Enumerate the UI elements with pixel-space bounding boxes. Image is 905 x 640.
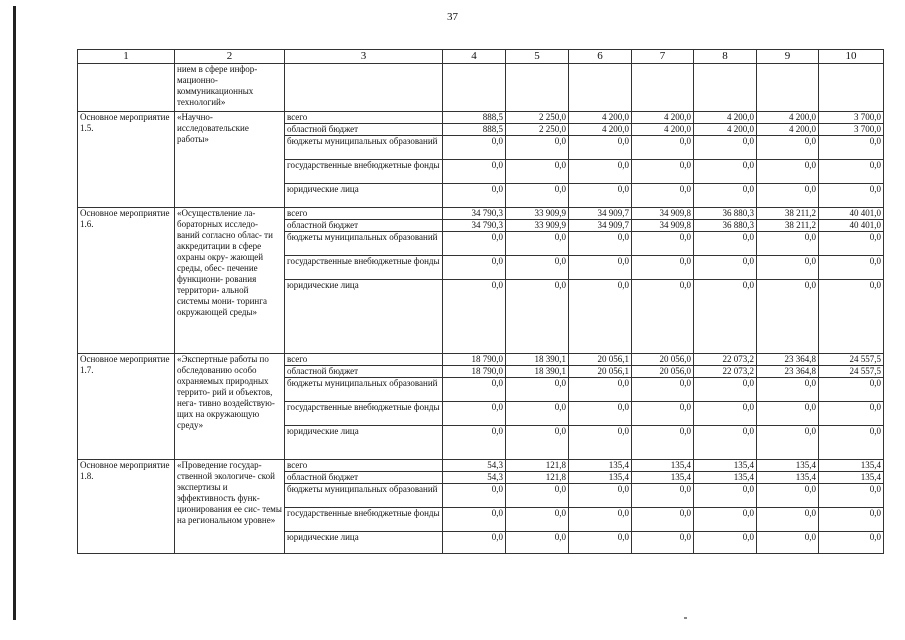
amount-cell: 0,0: [443, 256, 506, 280]
amount-cell: 40 401,0: [819, 208, 884, 220]
column-number-row: [78, 50, 884, 64]
amount-cell: 0,0: [694, 256, 757, 280]
amount-cell: 54,3: [443, 472, 506, 484]
amount-cell: 888,5: [443, 112, 506, 124]
amount-cell: 4 200,0: [694, 112, 757, 124]
amount-cell: 24 557,5: [819, 354, 884, 366]
amount-cell: 0,0: [443, 378, 506, 402]
amount-cell: 135,4: [757, 472, 819, 484]
amount-cell: 0,0: [569, 402, 632, 426]
amount-cell: 34 790,3: [443, 220, 506, 232]
amount-cell: 0,0: [506, 256, 569, 280]
amount-cell: 888,5: [443, 124, 506, 136]
amount-cell: 121,8: [506, 472, 569, 484]
funding-source-cell: областной бюджет: [285, 472, 443, 484]
amount-cell: 0,0: [819, 256, 884, 280]
amount-cell: 2 250,0: [506, 112, 569, 124]
amount-cell: 135,4: [694, 472, 757, 484]
funding-source-cell: областной бюджет: [285, 124, 443, 136]
amount-cell: 121,8: [506, 460, 569, 472]
amount-cell: 135,4: [632, 472, 694, 484]
amount-cell: 4 200,0: [569, 112, 632, 124]
column-header: 2: [175, 50, 285, 64]
amount-cell: 24 557,5: [819, 366, 884, 378]
amount-cell: 4 200,0: [757, 112, 819, 124]
amount-cell: 0,0: [506, 508, 569, 532]
measure-name-cell: «Экспертные работы по обследованию особо охраняемых природных террито- рий и объектов, нега- тивно воздействую- щих на окружающую среду»: [175, 354, 285, 460]
amount-cell: 0,0: [694, 232, 757, 256]
funding-source-cell: областной бюджет: [285, 220, 443, 232]
funding-source-cell: юридические лица: [285, 184, 443, 208]
amount-cell: 0,0: [443, 136, 506, 160]
amount-cell: 0,0: [569, 136, 632, 160]
amount-cell: 3 700,0: [819, 124, 884, 136]
funding-source-cell: юридические лица: [285, 532, 443, 554]
amount-cell: 0,0: [443, 484, 506, 508]
amount-cell: 0,0: [569, 378, 632, 402]
amount-cell: 22 073,2: [694, 366, 757, 378]
amount-cell: 0,0: [757, 378, 819, 402]
amount-cell: 18 790,0: [443, 366, 506, 378]
amount-cell: 36 880,3: [694, 220, 757, 232]
amount-cell: 0,0: [757, 160, 819, 184]
measure-name-cell: «Проведение государ- ственной экологиче- ской экспертизы и эффективность функ- ционирования ее сис- темы на региональном уровне»: [175, 460, 285, 554]
table-row: [78, 112, 884, 124]
amount-cell: 20 056,0: [632, 354, 694, 366]
amount-cell: 0,0: [443, 532, 506, 554]
continuation-code-cell: [78, 64, 175, 112]
amount-cell: 0,0: [694, 402, 757, 426]
amount-cell: 23 364,8: [757, 366, 819, 378]
amount-cell: 0,0: [569, 426, 632, 460]
amount-cell: 0,0: [506, 484, 569, 508]
amount-cell: 0,0: [694, 184, 757, 208]
amount-cell: 0,0: [569, 532, 632, 554]
funding-source-cell: всего: [285, 460, 443, 472]
amount-cell: 0,0: [443, 184, 506, 208]
amount-cell: 0,0: [632, 532, 694, 554]
amount-cell: 0,0: [443, 508, 506, 532]
amount-cell: 34 909,8: [632, 208, 694, 220]
amount-cell: 34 790,3: [443, 208, 506, 220]
amount-cell: 0,0: [694, 280, 757, 354]
amount-cell: 0,0: [569, 508, 632, 532]
amount-cell: 0,0: [506, 402, 569, 426]
amount-cell: 0,0: [632, 256, 694, 280]
amount-cell: 0,0: [569, 160, 632, 184]
amount-cell: 0,0: [443, 160, 506, 184]
column-header: 3: [285, 50, 443, 64]
amount-cell: 0,0: [506, 532, 569, 554]
amount-cell: 0,0: [569, 184, 632, 208]
amount-cell: 0,0: [757, 256, 819, 280]
continuation-row: [78, 64, 884, 112]
column-header: 10: [819, 50, 884, 64]
amount-cell: 2 250,0: [506, 124, 569, 136]
table-row: [78, 460, 884, 472]
amount-cell: 4 200,0: [632, 112, 694, 124]
amount-cell: 0,0: [694, 160, 757, 184]
amount-cell: 0,0: [819, 508, 884, 532]
measure-code-cell: Основное мероприятие 1.6.: [78, 208, 175, 354]
amount-cell: 0,0: [443, 232, 506, 256]
column-header: 4: [443, 50, 506, 64]
amount-cell: 38 211,2: [757, 208, 819, 220]
amount-cell: 18 390,1: [506, 366, 569, 378]
amount-cell: 4 200,0: [632, 124, 694, 136]
empty-cell: [569, 64, 632, 112]
column-header: 8: [694, 50, 757, 64]
amount-cell: 0,0: [819, 184, 884, 208]
amount-cell: 135,4: [569, 460, 632, 472]
amount-cell: 0,0: [694, 136, 757, 160]
funding-source-cell: бюджеты муниципальных образований: [285, 136, 443, 160]
amount-cell: 0,0: [632, 160, 694, 184]
column-header: 7: [632, 50, 694, 64]
amount-cell: 0,0: [694, 484, 757, 508]
amount-cell: 0,0: [694, 378, 757, 402]
amount-cell: 135,4: [819, 472, 884, 484]
amount-cell: 0,0: [632, 426, 694, 460]
amount-cell: 22 073,2: [694, 354, 757, 366]
funding-source-cell: юридические лица: [285, 426, 443, 460]
amount-cell: 0,0: [757, 280, 819, 354]
amount-cell: 0,0: [506, 378, 569, 402]
empty-cell: [694, 64, 757, 112]
amount-cell: 36 880,3: [694, 208, 757, 220]
amount-cell: 0,0: [443, 426, 506, 460]
empty-cell: [443, 64, 506, 112]
amount-cell: 0,0: [819, 280, 884, 354]
amount-cell: 4 200,0: [694, 124, 757, 136]
empty-cell: [819, 64, 884, 112]
amount-cell: 0,0: [569, 256, 632, 280]
amount-cell: 0,0: [632, 508, 694, 532]
amount-cell: 0,0: [569, 280, 632, 354]
amount-cell: 0,0: [506, 280, 569, 354]
amount-cell: 0,0: [819, 402, 884, 426]
amount-cell: 0,0: [632, 232, 694, 256]
amount-cell: 34 909,7: [569, 220, 632, 232]
amount-cell: 38 211,2: [757, 220, 819, 232]
column-header: 1: [78, 50, 175, 64]
scan-edge-bar: [13, 6, 16, 620]
amount-cell: 0,0: [443, 280, 506, 354]
amount-cell: 0,0: [757, 508, 819, 532]
amount-cell: 33 909,9: [506, 208, 569, 220]
amount-cell: 0,0: [506, 136, 569, 160]
amount-cell: 0,0: [506, 184, 569, 208]
column-header: 5: [506, 50, 569, 64]
amount-cell: 4 200,0: [569, 124, 632, 136]
funding-source-cell: всего: [285, 208, 443, 220]
amount-cell: 40 401,0: [819, 220, 884, 232]
amount-cell: 0,0: [632, 280, 694, 354]
measure-code-cell: Основное мероприятие 1.5.: [78, 112, 175, 208]
funding-source-cell: государственные внебюджетные фонды: [285, 508, 443, 532]
amount-cell: 0,0: [632, 378, 694, 402]
amount-cell: 20 056,1: [569, 366, 632, 378]
amount-cell: 0,0: [757, 184, 819, 208]
amount-cell: 0,0: [757, 484, 819, 508]
table-row: [78, 354, 884, 366]
amount-cell: 0,0: [757, 136, 819, 160]
measure-name-cell: «Научно- исследовательские работы»: [175, 112, 285, 208]
amount-cell: 135,4: [569, 472, 632, 484]
amount-cell: 0,0: [819, 426, 884, 460]
amount-cell: 0,0: [757, 426, 819, 460]
amount-cell: 0,0: [569, 232, 632, 256]
amount-cell: 0,0: [632, 136, 694, 160]
amount-cell: 33 909,9: [506, 220, 569, 232]
continuation-name-cell: нием в сфере инфор- мационно- коммуникационных технологий»: [175, 64, 285, 112]
empty-cell: [632, 64, 694, 112]
empty-cell: [757, 64, 819, 112]
amount-cell: 0,0: [757, 232, 819, 256]
amount-cell: 4 200,0: [757, 124, 819, 136]
measure-code-cell: Основное мероприятие 1.7.: [78, 354, 175, 460]
amount-cell: 0,0: [819, 378, 884, 402]
amount-cell: 34 909,8: [632, 220, 694, 232]
amount-cell: 0,0: [443, 402, 506, 426]
funding-source-cell: государственные внебюджетные фонды: [285, 256, 443, 280]
measure-name-cell: «Осуществление ла- бораторных исследо- ваний согласно облас- ти аккредитации в сфере охраны окру- жающей среды, обес- печение функциони- рования территори- альной системы мони- торинга окружающей среды»: [175, 208, 285, 354]
amount-cell: 0,0: [819, 532, 884, 554]
funding-source-cell: бюджеты муниципальных образований: [285, 484, 443, 508]
funding-source-cell: юридические лица: [285, 280, 443, 354]
table-row: [78, 208, 884, 220]
amount-cell: 0,0: [819, 484, 884, 508]
amount-cell: 135,4: [694, 460, 757, 472]
amount-cell: 20 056,0: [632, 366, 694, 378]
amount-cell: 135,4: [632, 460, 694, 472]
amount-cell: 18 390,1: [506, 354, 569, 366]
amount-cell: 0,0: [757, 532, 819, 554]
amount-cell: 0,0: [819, 232, 884, 256]
amount-cell: 23 364,8: [757, 354, 819, 366]
column-header: 9: [757, 50, 819, 64]
amount-cell: 54,3: [443, 460, 506, 472]
scan-speck: [684, 617, 687, 619]
funding-source-cell: бюджеты муниципальных образований: [285, 232, 443, 256]
empty-cell: [506, 64, 569, 112]
amount-cell: 0,0: [694, 426, 757, 460]
amount-cell: 18 790,0: [443, 354, 506, 366]
amount-cell: 20 056,1: [569, 354, 632, 366]
amount-cell: 0,0: [632, 184, 694, 208]
amount-cell: 0,0: [819, 160, 884, 184]
funding-source-cell: областной бюджет: [285, 366, 443, 378]
amount-cell: 3 700,0: [819, 112, 884, 124]
amount-cell: 135,4: [757, 460, 819, 472]
amount-cell: 0,0: [757, 402, 819, 426]
budget-table: [77, 49, 884, 554]
funding-source-cell: всего: [285, 112, 443, 124]
amount-cell: 34 909,7: [569, 208, 632, 220]
amount-cell: 0,0: [694, 508, 757, 532]
amount-cell: 0,0: [632, 402, 694, 426]
empty-cell: [285, 64, 443, 112]
page-number: 37: [447, 11, 458, 23]
funding-source-cell: государственные внебюджетные фонды: [285, 160, 443, 184]
funding-source-cell: бюджеты муниципальных образований: [285, 378, 443, 402]
column-header: 6: [569, 50, 632, 64]
amount-cell: 0,0: [819, 136, 884, 160]
amount-cell: 0,0: [506, 232, 569, 256]
amount-cell: 0,0: [506, 426, 569, 460]
funding-source-cell: всего: [285, 354, 443, 366]
amount-cell: 0,0: [632, 484, 694, 508]
amount-cell: 0,0: [569, 484, 632, 508]
amount-cell: 0,0: [694, 532, 757, 554]
measure-code-cell: Основное мероприятие 1.8.: [78, 460, 175, 554]
amount-cell: 0,0: [506, 160, 569, 184]
amount-cell: 135,4: [819, 460, 884, 472]
funding-source-cell: государственные внебюджетные фонды: [285, 402, 443, 426]
